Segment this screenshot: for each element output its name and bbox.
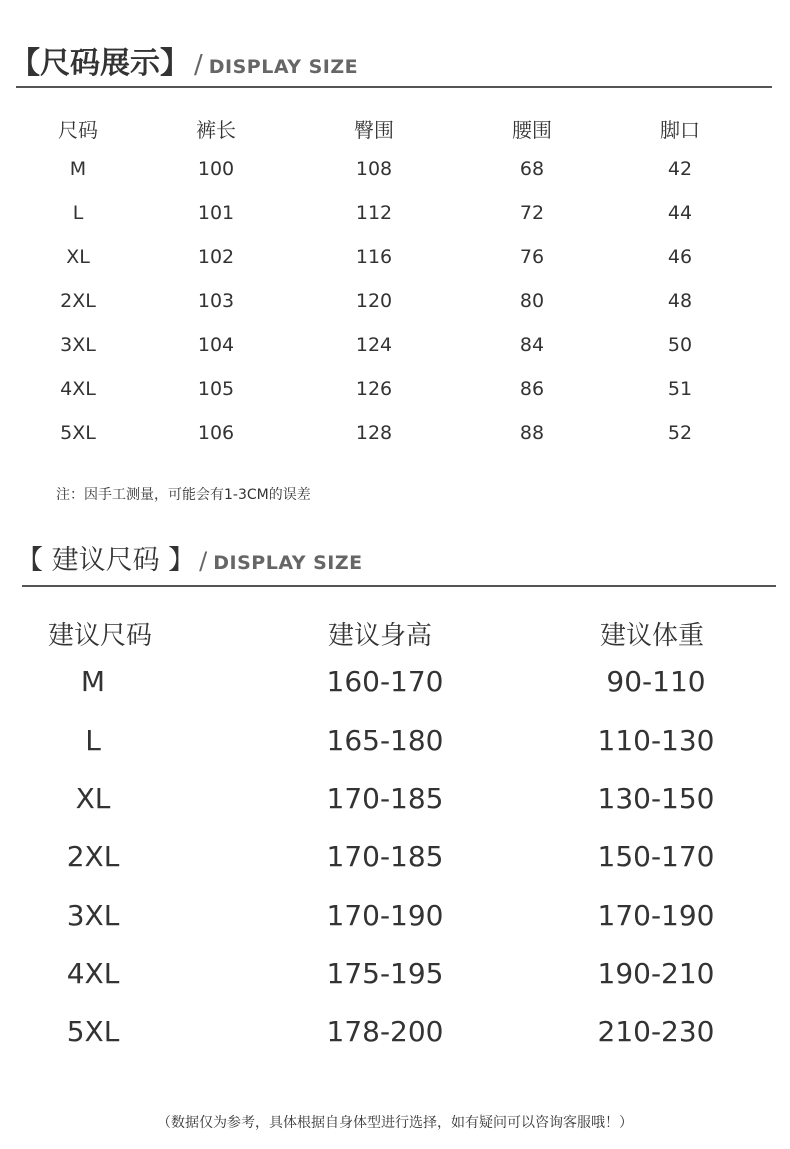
table-row <box>0 280 790 324</box>
table-row <box>0 412 790 456</box>
size-suggest-title <box>16 538 363 577</box>
cell-suggest-size: L <box>85 724 101 757</box>
size-suggest-title-cn: 【 建议尺码 】 <box>16 545 196 576</box>
cell-pants-length: 103 <box>197 290 235 312</box>
cell-suggest-size: XL <box>75 782 111 815</box>
cell-leg-opening: 46 <box>667 246 693 268</box>
cell-pants-length: 104 <box>197 334 235 356</box>
cell-suggest-height: 165-180 <box>326 724 444 757</box>
size-display-table <box>0 104 790 456</box>
cell-pants-length: 105 <box>197 378 235 400</box>
table-row <box>0 665 790 715</box>
header-suggest-height: 建议身高 <box>327 621 433 651</box>
cell-suggest-size: M <box>80 665 106 698</box>
cell-leg-opening: 48 <box>667 290 693 312</box>
table-row <box>0 368 790 412</box>
size-suggest-title-en: DISPLAY SIZE <box>213 552 363 574</box>
cell-pants-length: 100 <box>197 158 235 180</box>
table-row <box>0 324 790 368</box>
table-row <box>0 724 790 774</box>
cell-waist: 84 <box>519 334 545 356</box>
cell-size: 4XL <box>60 378 96 400</box>
header-size: 尺码 <box>58 118 98 142</box>
table-row <box>0 957 790 1007</box>
cell-leg-opening: 52 <box>667 422 693 444</box>
header-hip: 臀围 <box>354 118 394 142</box>
cell-leg-opening: 42 <box>667 158 693 180</box>
size-display-title-en: DISPLAY SIZE <box>208 56 359 78</box>
measurement-note: 注：因手工测量，可能会有1-3CM的误差 <box>56 487 311 503</box>
cell-suggest-weight: 210-230 <box>597 1015 715 1048</box>
cell-size: 2XL <box>60 290 96 312</box>
cell-suggest-height: 160-170 <box>326 665 444 698</box>
size-display-title-cn: 【尺码展示】 <box>10 46 190 81</box>
cell-waist: 76 <box>519 246 545 268</box>
cell-suggest-height: 170-185 <box>326 782 444 815</box>
table-row <box>0 840 790 890</box>
header-suggest-size: 建议尺码 <box>47 621 153 651</box>
cell-suggest-height: 170-185 <box>326 840 444 873</box>
header-pants-length: 裤长 <box>196 118 236 142</box>
table-row <box>0 148 790 192</box>
title-slash: / <box>194 50 203 80</box>
cell-suggest-weight: 130-150 <box>597 782 715 815</box>
header-leg-opening: 脚口 <box>660 118 700 142</box>
cell-suggest-weight: 150-170 <box>597 840 715 873</box>
section-divider <box>16 86 772 88</box>
cell-waist: 86 <box>519 378 545 400</box>
cell-pants-length: 106 <box>197 422 235 444</box>
cell-hip: 120 <box>355 290 393 312</box>
cell-size: XL <box>66 246 90 268</box>
cell-waist: 68 <box>519 158 545 180</box>
cell-size: 5XL <box>60 422 96 444</box>
cell-suggest-height: 170-190 <box>326 899 444 932</box>
cell-hip: 124 <box>355 334 393 356</box>
header-suggest-weight: 建议体重 <box>599 621 705 651</box>
cell-suggest-height: 175-195 <box>326 957 444 990</box>
cell-suggest-weight: 110-130 <box>597 724 715 757</box>
cell-waist: 88 <box>519 422 545 444</box>
cell-suggest-weight: 90-110 <box>606 665 706 698</box>
table-header-row <box>0 104 790 148</box>
table-row <box>0 236 790 280</box>
cell-suggest-size: 4XL <box>66 957 120 990</box>
cell-hip: 108 <box>355 158 393 180</box>
cell-suggest-size: 2XL <box>66 840 120 873</box>
table-row <box>0 192 790 236</box>
size-display-title <box>10 38 358 82</box>
cell-suggest-size: 3XL <box>66 899 120 932</box>
cell-hip: 116 <box>355 246 393 268</box>
cell-leg-opening: 44 <box>667 202 693 224</box>
header-waist: 腰围 <box>512 118 552 142</box>
cell-suggest-weight: 190-210 <box>597 957 715 990</box>
cell-hip: 112 <box>355 202 393 224</box>
table-header-row <box>0 615 790 665</box>
cell-size: L <box>72 202 84 224</box>
cell-size: M <box>69 158 87 180</box>
cell-suggest-weight: 170-190 <box>597 899 715 932</box>
cell-waist: 80 <box>519 290 545 312</box>
cell-suggest-height: 178-200 <box>326 1015 444 1048</box>
table-row <box>0 782 790 832</box>
cell-pants-length: 101 <box>197 202 235 224</box>
reference-disclaimer: （数据仅为参考，具体根据自身体型进行选择，如有疑问可以咨询客服哦！） <box>157 1115 633 1131</box>
cell-leg-opening: 51 <box>667 378 693 400</box>
table-row <box>0 1015 790 1065</box>
cell-pants-length: 102 <box>197 246 235 268</box>
cell-hip: 126 <box>355 378 393 400</box>
section-divider <box>22 585 776 587</box>
cell-suggest-size: 5XL <box>66 1015 120 1048</box>
cell-hip: 128 <box>355 422 393 444</box>
table-row <box>0 899 790 949</box>
title-slash: / <box>199 547 208 575</box>
cell-waist: 72 <box>519 202 545 224</box>
cell-leg-opening: 50 <box>667 334 693 356</box>
cell-size: 3XL <box>60 334 96 356</box>
